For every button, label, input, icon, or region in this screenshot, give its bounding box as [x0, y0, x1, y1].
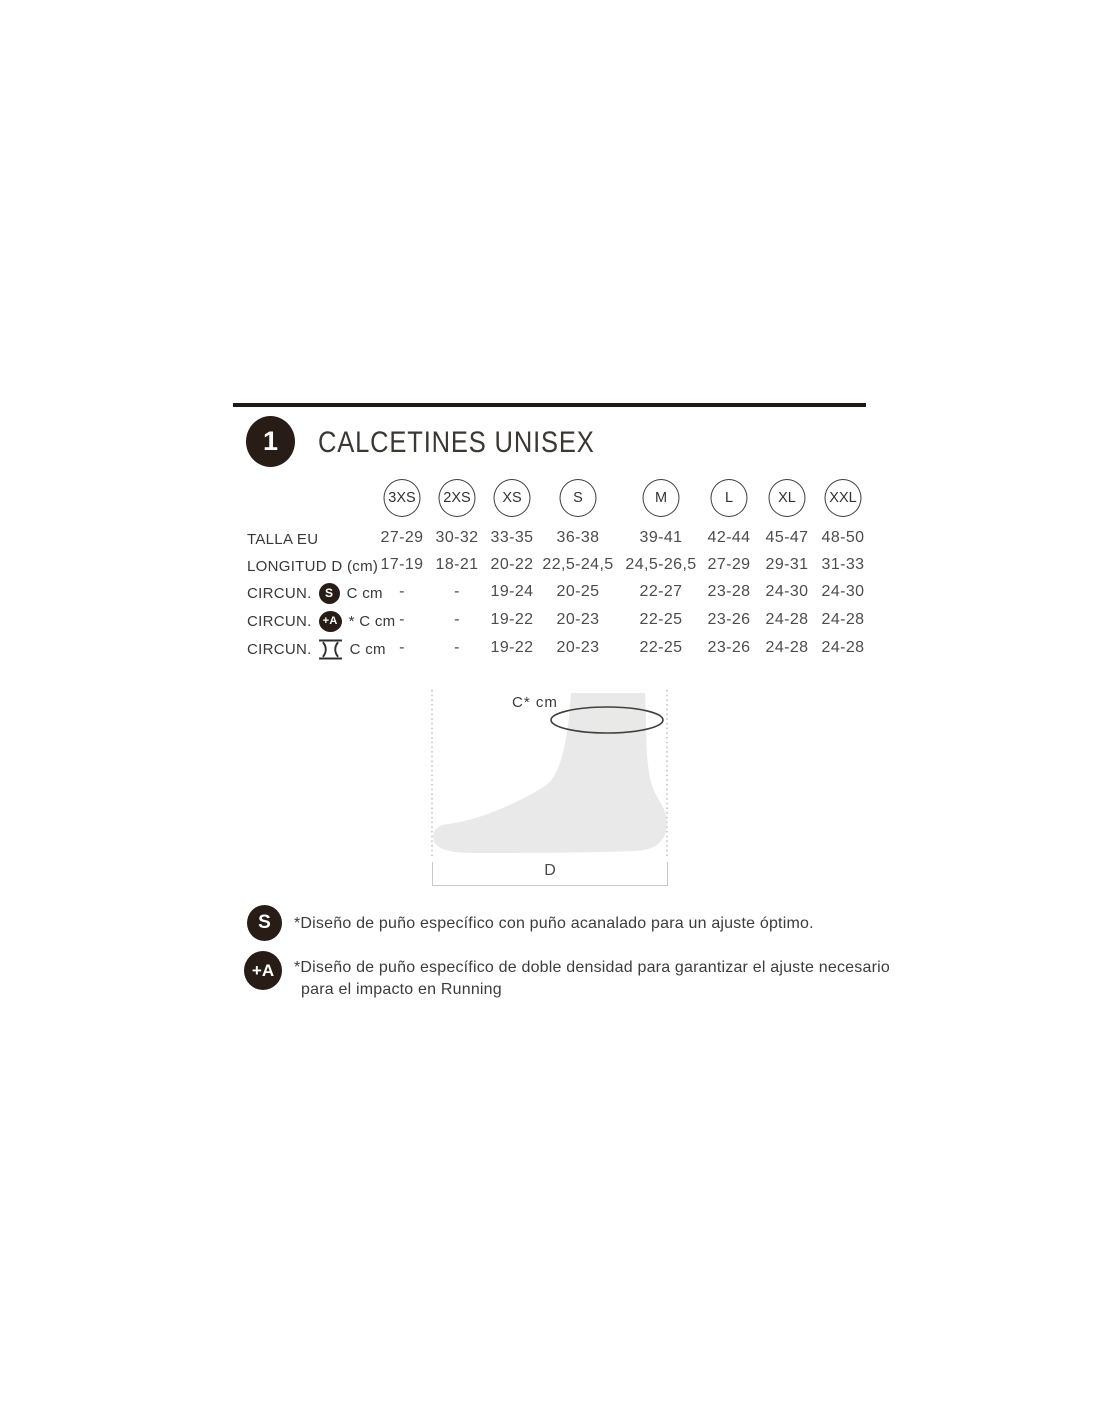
cell-circun-cuff-2xs: -	[454, 639, 460, 656]
row-label-suffix: C cm	[349, 640, 386, 658]
size-circle-3xs: 3XS	[384, 479, 421, 517]
size-circle-xs: XS	[494, 479, 531, 517]
cell-longitud-d-m: 24,5-26,5	[625, 556, 697, 573]
cell-longitud-d-xxl: 31-33	[821, 556, 865, 573]
cell-longitud-d-l: 27-29	[707, 556, 751, 573]
table-row-circun-s	[0, 581, 1100, 605]
cell-circun-s-xxl: 24-30	[821, 583, 865, 600]
row-label-text: CIRCUN.	[247, 640, 312, 658]
cell-talla-eu-xxl: 48-50	[821, 529, 865, 546]
row-label-text: LONGITUD D (cm)	[247, 557, 379, 575]
cell-longitud-d-xl: 29-31	[765, 556, 809, 573]
cell-circun-s-l: 23-28	[707, 583, 751, 600]
cell-circun-cuff-m: 22-25	[639, 639, 683, 656]
row-label-circun-cuff	[247, 637, 386, 661]
cell-circun-plus-a-2xs: -	[454, 611, 460, 628]
cell-circun-cuff-xs: 19-22	[490, 639, 534, 656]
cell-longitud-d-xs: 20-22	[490, 556, 534, 573]
cell-circun-cuff-xl: 24-28	[765, 639, 809, 656]
cell-circun-s-xl: 24-30	[765, 583, 809, 600]
table-row-circun-plus-a	[0, 609, 1100, 633]
cell-longitud-d-s: 22,5-24,5	[542, 556, 614, 573]
length-label: D	[544, 862, 556, 879]
top-divider	[233, 403, 866, 407]
cell-circun-s-s: 20-25	[556, 583, 600, 600]
table-row-talla-eu	[0, 527, 1100, 551]
cell-circun-plus-a-3xs: -	[399, 611, 405, 628]
size-circle-m: M	[643, 479, 680, 517]
row-label-suffix: * C cm	[348, 612, 396, 630]
cell-circun-cuff-l: 23-26	[707, 639, 751, 656]
page-title: CALCETINES UNISEX	[318, 426, 595, 459]
cell-circun-plus-a-s: 20-23	[556, 611, 600, 628]
cell-circun-plus-a-l: 23-26	[707, 611, 751, 628]
cell-longitud-d-3xs: 17-19	[380, 556, 424, 573]
cell-talla-eu-xs: 33-35	[490, 529, 534, 546]
circumference-label: C* cm	[512, 694, 558, 711]
row-label-text: TALLA EU	[247, 530, 319, 548]
plus-a-badge: +A	[319, 611, 342, 632]
cell-talla-eu-2xs: 30-32	[435, 529, 479, 546]
cell-circun-plus-a-m: 22-25	[639, 611, 683, 628]
size-circle-l: L	[711, 479, 748, 517]
row-label-suffix: C cm	[346, 584, 383, 602]
cell-circun-s-m: 22-27	[639, 583, 683, 600]
footnote-s-badge	[247, 905, 282, 941]
row-label-text: CIRCUN.	[247, 584, 312, 602]
size-header-row	[0, 479, 1100, 519]
footnote-plus-a-text: *Diseño de puño específico de doble densidad para garantizar el ajuste necesario para el impacto en Running	[294, 959, 890, 998]
row-label-longitud-d	[247, 554, 378, 578]
table-row-circun-cuff	[0, 637, 1100, 661]
cell-talla-eu-xl: 45-47	[765, 529, 809, 546]
cell-circun-cuff-xxl: 24-28	[821, 639, 865, 656]
cell-talla-eu-m: 39-41	[639, 529, 683, 546]
section-number: 1	[262, 426, 279, 456]
table-row-longitud-d	[0, 554, 1100, 578]
row-label-circun-plus-a	[247, 609, 395, 633]
cell-talla-eu-s: 36-38	[556, 529, 600, 546]
footnote-s-text: *Diseño de puño específico con puño acanalado para un ajuste óptimo.	[294, 915, 814, 932]
footnote-plus-a-badge	[244, 951, 282, 990]
cell-talla-eu-3xs: 27-29	[380, 529, 424, 546]
row-label-circun-s	[247, 581, 383, 605]
cell-circun-s-3xs: -	[399, 583, 405, 600]
cell-circun-plus-a-xs: 19-22	[490, 611, 534, 628]
cell-circun-cuff-3xs: -	[399, 639, 405, 656]
size-circle-s: S	[560, 479, 597, 517]
cell-longitud-d-2xs: 18-21	[435, 556, 479, 573]
s-badge: S	[319, 583, 340, 604]
foot-silhouette	[433, 693, 667, 853]
cell-circun-plus-a-xxl: 24-28	[821, 611, 865, 628]
cell-circun-cuff-s: 20-23	[556, 639, 600, 656]
cell-talla-eu-l: 42-44	[707, 529, 751, 546]
cell-circun-plus-a-xl: 24-28	[765, 611, 809, 628]
row-label-text: CIRCUN.	[247, 612, 312, 630]
size-circle-xl: XL	[769, 479, 806, 517]
cuff-icon	[319, 637, 343, 661]
section-number-badge	[246, 416, 295, 467]
size-circle-2xs: 2XS	[439, 479, 476, 517]
cell-circun-s-2xs: -	[454, 583, 460, 600]
footnote-s-badge-text: S	[258, 912, 271, 933]
row-label-talla-eu	[247, 527, 318, 551]
cell-circun-s-xs: 19-24	[490, 583, 534, 600]
size-circle-xxl: XXL	[825, 479, 862, 517]
footnote-plus-a-badge-text: +A	[251, 960, 275, 980]
